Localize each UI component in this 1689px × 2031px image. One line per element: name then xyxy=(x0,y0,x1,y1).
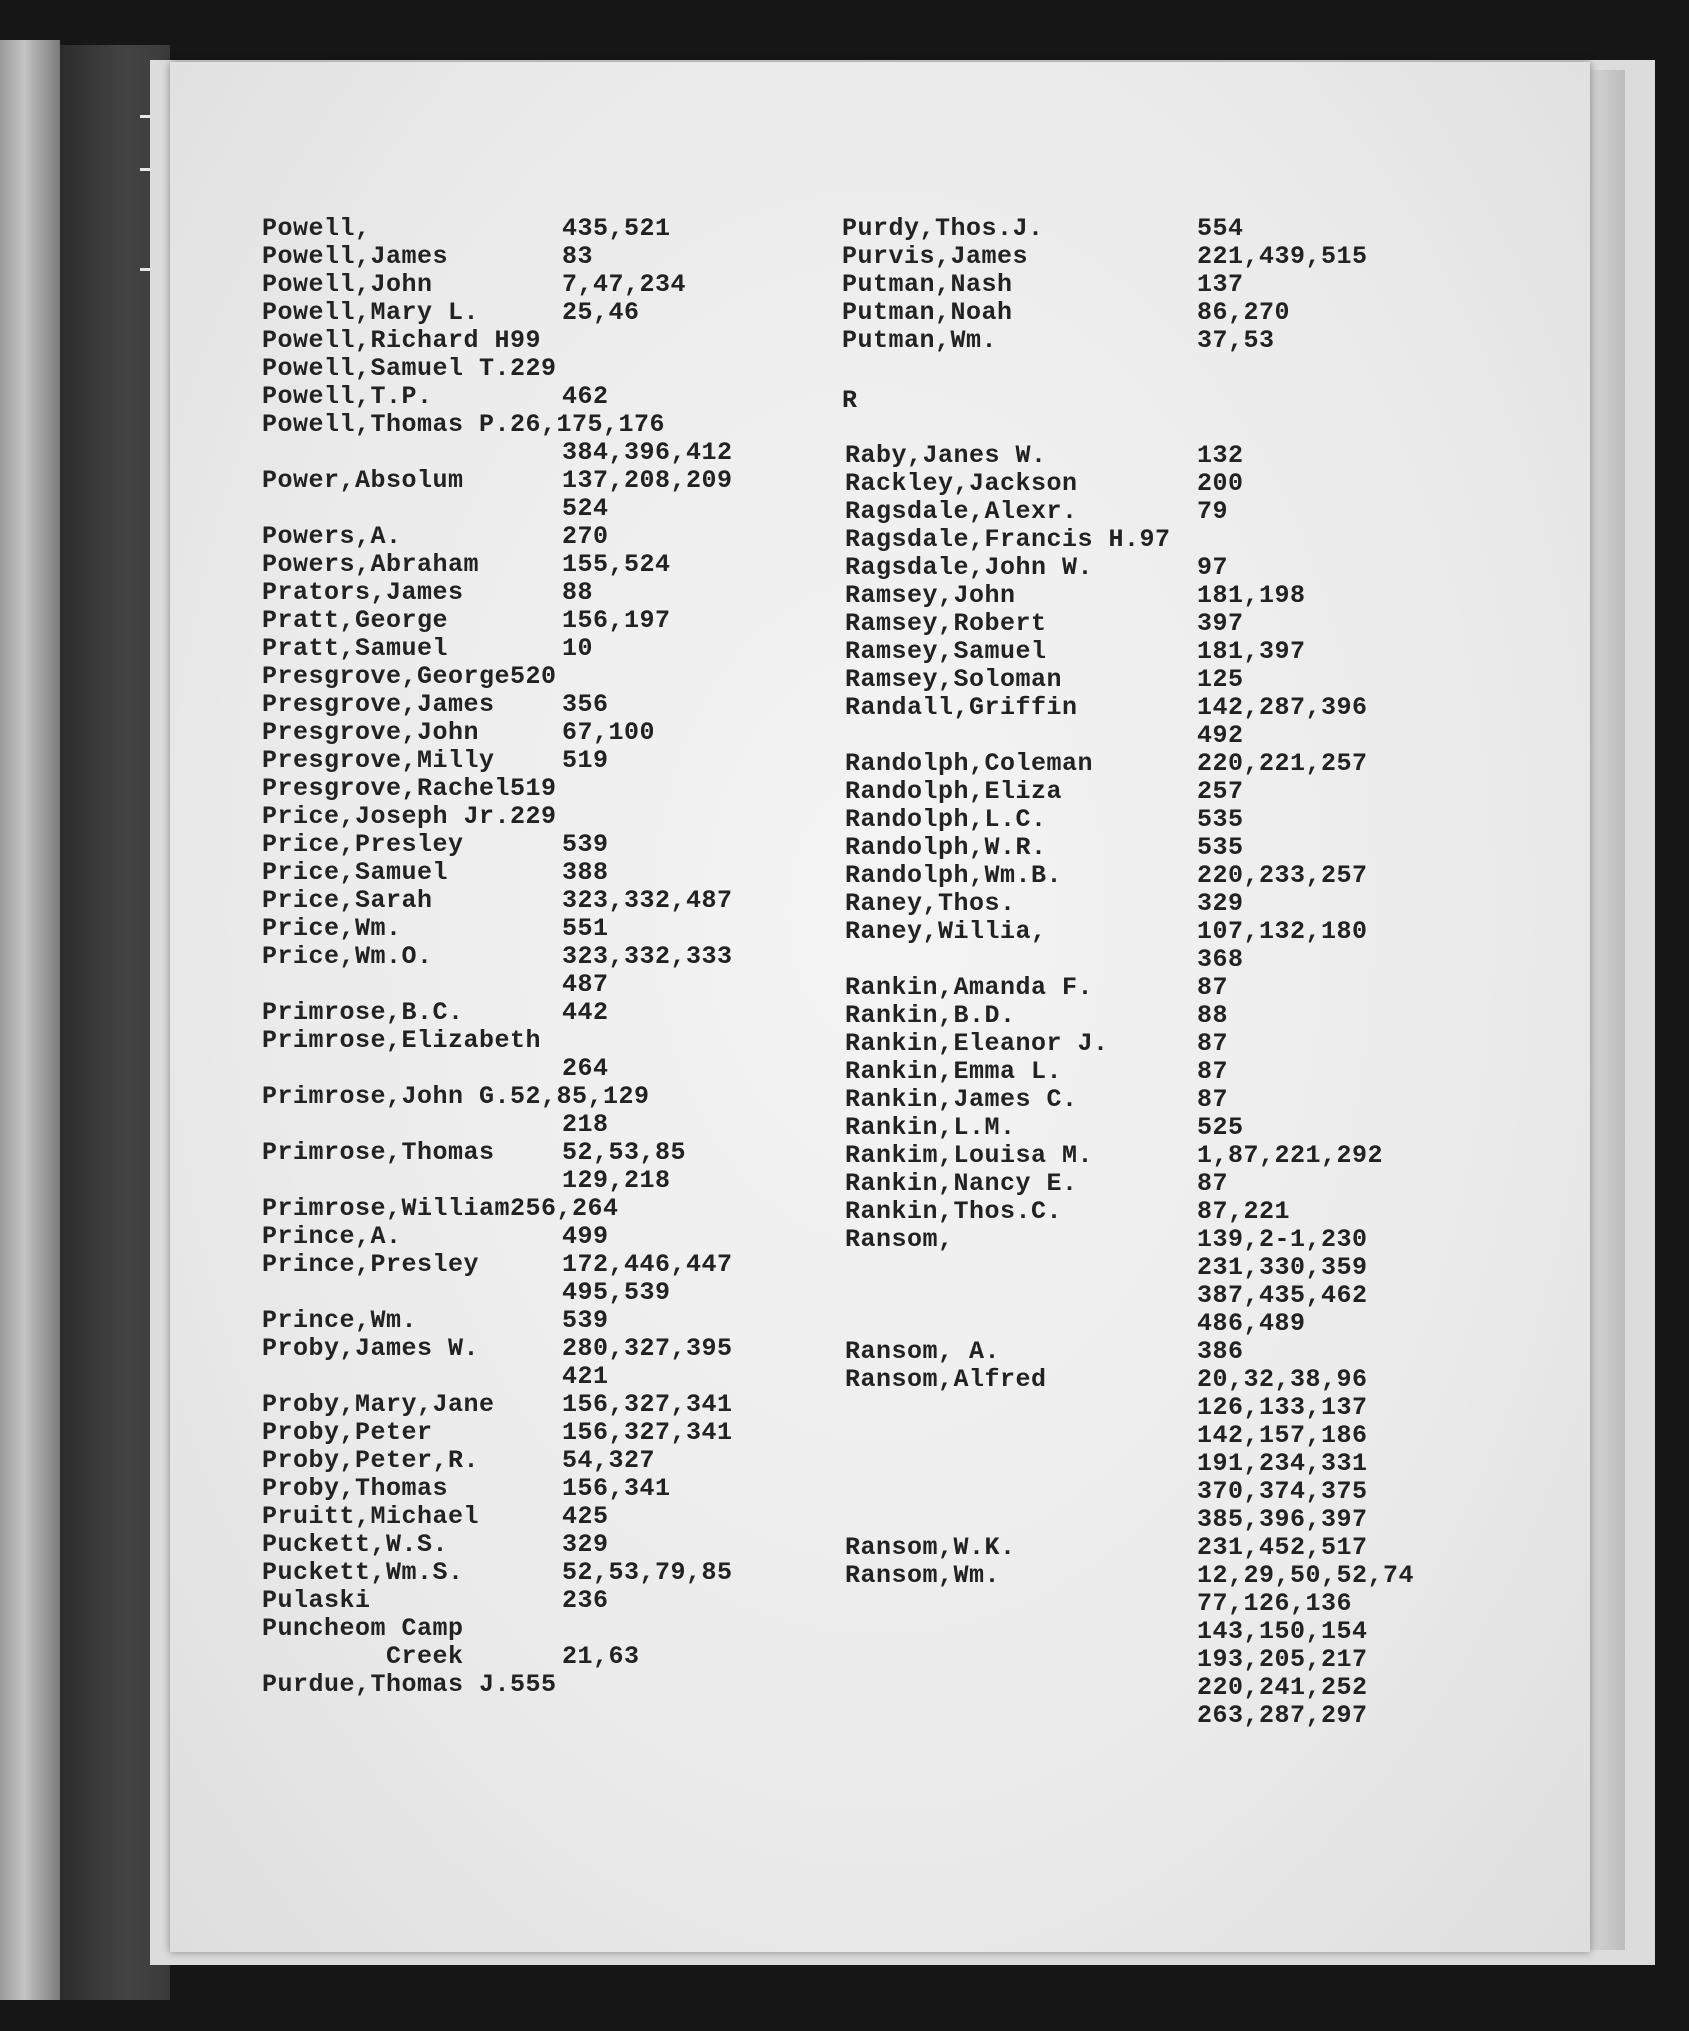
entry-pages: 137,208,209 xyxy=(562,466,733,495)
entry-pages: 87 xyxy=(1197,1085,1229,1114)
entry-pages: 97 xyxy=(1197,553,1229,582)
entry-name: Powell,Richard H99 xyxy=(262,326,542,355)
entry-pages: 12,29,50,52,74 xyxy=(1197,1561,1415,1590)
entry-name: Ramsey,Samuel xyxy=(845,637,1047,666)
entry-name: Purdy,Thos.J. xyxy=(842,214,1044,243)
entry-pages: 79 xyxy=(1197,497,1229,526)
entry-pages: 495,539 xyxy=(562,1278,671,1307)
entry-pages: 257 xyxy=(1197,777,1244,806)
entry-name: Ransom, xyxy=(845,1225,954,1254)
entry-name: Powell,James xyxy=(262,242,449,271)
entry-pages: 231,452,517 xyxy=(1197,1533,1368,1562)
entry-name: Rankin,Emma L. xyxy=(845,1057,1063,1086)
entry-pages: 87 xyxy=(1197,1029,1229,1058)
entry-pages: 181,397 xyxy=(1197,637,1306,666)
entry-name: Rankin,Thos.C. xyxy=(845,1197,1063,1226)
entry-pages: 539 xyxy=(562,1306,609,1335)
entry-pages: 368 xyxy=(1197,945,1244,974)
entry-pages: 329 xyxy=(1197,889,1244,918)
entry-pages: 156,197 xyxy=(562,606,671,635)
entry-pages: 425 xyxy=(562,1502,609,1531)
entry-name: Prators,James xyxy=(262,578,464,607)
entry-name: Puckett,Wm.S. xyxy=(262,1558,464,1587)
entry-pages: 263,287,297 xyxy=(1197,1701,1368,1730)
entry-name: Proby,Mary,Jane xyxy=(262,1390,495,1419)
entry-name: Primrose,William256,264 xyxy=(262,1194,619,1223)
entry-name: Presgrove,George520 xyxy=(262,662,557,691)
entry-name: Rackley,Jackson xyxy=(845,469,1078,498)
entry-name: Randolph,L.C. xyxy=(845,805,1047,834)
entry-pages: 397 xyxy=(1197,609,1244,638)
entry-name: Rankin,Amanda F. xyxy=(845,973,1094,1002)
entry-pages: 156,327,341 xyxy=(562,1418,733,1447)
entry-pages: 384,396,412 xyxy=(562,438,733,467)
entry-name: Price,Wm. xyxy=(262,914,402,943)
entry-name: Randolph,Wm.B. xyxy=(845,861,1063,890)
entry-pages: 156,341 xyxy=(562,1474,671,1503)
entry-pages: 21,63 xyxy=(562,1642,640,1671)
entry-name: Presgrove,Rachel519 xyxy=(262,774,557,803)
entry-pages: 519 xyxy=(562,746,609,775)
entry-pages: 10 xyxy=(562,634,594,663)
adjacent-page-edge xyxy=(0,40,60,2000)
entry-pages: 52,53,85 xyxy=(562,1138,687,1167)
entry-name: Pruitt,Michael xyxy=(262,1502,480,1531)
entry-name: Purvis,James xyxy=(842,242,1029,271)
entry-pages: 231,330,359 xyxy=(1197,1253,1368,1282)
entry-pages: 385,396,397 xyxy=(1197,1505,1368,1534)
entry-name: Creek xyxy=(262,1642,464,1671)
entry-pages: 220,241,252 xyxy=(1197,1673,1368,1702)
entry-pages: 86,270 xyxy=(1197,298,1291,327)
entry-name: Putman,Noah xyxy=(842,298,1013,327)
entry-name: Ramsey,John xyxy=(845,581,1016,610)
entry-name: Powell, xyxy=(262,214,371,243)
entry-pages: 492 xyxy=(1197,721,1244,750)
entry-name: Prince,A. xyxy=(262,1222,402,1251)
entry-name: Putman,Wm. xyxy=(842,326,998,355)
entry-pages: 280,327,395 xyxy=(562,1334,733,1363)
entry-pages: 139,2-1,230 xyxy=(1197,1225,1368,1254)
entry-pages: 486,489 xyxy=(1197,1309,1306,1338)
entry-name: Ramsey,Soloman xyxy=(845,665,1063,694)
entry-pages: 20,32,38,96 xyxy=(1197,1365,1368,1394)
entry-name: Powers,Abraham xyxy=(262,550,480,579)
entry-pages: 554 xyxy=(1197,214,1244,243)
entry-name: Raby,Janes W. xyxy=(845,441,1047,470)
entry-name: Ragsdale,Francis H.97 xyxy=(845,525,1171,554)
entry-name: Ransom,Alfred xyxy=(845,1365,1047,1394)
entry-name: Proby,James W. xyxy=(262,1334,480,1363)
entry-pages: 218 xyxy=(562,1110,609,1139)
entry-pages: 487 xyxy=(562,970,609,999)
entry-pages: 525 xyxy=(1197,1113,1244,1142)
entry-name: Price,Wm.O. xyxy=(262,942,433,971)
entry-name: Prince,Presley xyxy=(262,1250,480,1279)
entry-pages: 442 xyxy=(562,998,609,1027)
entry-name: Presgrove,Milly xyxy=(262,746,495,775)
entry-pages: 370,374,375 xyxy=(1197,1477,1368,1506)
entry-pages: 539 xyxy=(562,830,609,859)
entry-pages: 54,327 xyxy=(562,1446,656,1475)
entry-name: Ransom, A. xyxy=(845,1337,1001,1366)
entry-pages: 535 xyxy=(1197,833,1244,862)
entry-pages: 462 xyxy=(562,382,609,411)
entry-pages: 220,221,257 xyxy=(1197,749,1368,778)
entry-pages: 387,435,462 xyxy=(1197,1281,1368,1310)
entry-name: Puckett,W.S. xyxy=(262,1530,449,1559)
entry-name: Randolph,W.R. xyxy=(845,833,1047,862)
entry-name: Price,Presley xyxy=(262,830,464,859)
entry-name: Putman,Nash xyxy=(842,270,1013,299)
entry-pages: 551 xyxy=(562,914,609,943)
entry-name: Primrose,Elizabeth xyxy=(262,1026,542,1055)
entry-pages: 386 xyxy=(1197,1337,1244,1366)
entry-pages: 52,53,79,85 xyxy=(562,1558,733,1587)
entry-name: Proby,Peter xyxy=(262,1418,433,1447)
entry-name: Rankin,James C. xyxy=(845,1085,1078,1114)
entry-name: Presgrove,John xyxy=(262,718,480,747)
entry-name: Price,Sarah xyxy=(262,886,433,915)
entry-pages: 77,126,136 xyxy=(1197,1589,1353,1618)
entry-name: Pulaski xyxy=(262,1586,371,1615)
entry-pages: 156,327,341 xyxy=(562,1390,733,1419)
entry-name: Price,Joseph Jr.229 xyxy=(262,802,557,831)
entry-name: Powers,A. xyxy=(262,522,402,551)
entry-pages: 88 xyxy=(562,578,594,607)
entry-pages: 67,100 xyxy=(562,718,656,747)
entry-name: Rankin,B.D. xyxy=(845,1001,1016,1030)
entry-name: Randolph,Eliza xyxy=(845,777,1063,806)
entry-pages: 535 xyxy=(1197,805,1244,834)
entry-name: Pratt,George xyxy=(262,606,449,635)
entry-pages: 7,47,234 xyxy=(562,270,687,299)
entry-pages: 126,133,137 xyxy=(1197,1393,1368,1422)
entry-pages: 220,233,257 xyxy=(1197,861,1368,890)
entry-pages: 435,521 xyxy=(562,214,671,243)
entry-pages: 221,439,515 xyxy=(1197,242,1368,271)
entry-name: Raney,Willia, xyxy=(845,917,1047,946)
entry-pages: 236 xyxy=(562,1586,609,1615)
entry-pages: 421 xyxy=(562,1362,609,1391)
entry-pages: 88 xyxy=(1197,1001,1229,1030)
entry-pages: 499 xyxy=(562,1222,609,1251)
entry-pages: 1,87,221,292 xyxy=(1197,1141,1384,1170)
entry-pages: 87 xyxy=(1197,1169,1229,1198)
entry-pages: 323,332,487 xyxy=(562,886,733,915)
entry-name: Purdue,Thomas J.555 xyxy=(262,1670,557,1699)
entry-pages: 25,46 xyxy=(562,298,640,327)
entry-pages: 193,205,217 xyxy=(1197,1645,1368,1674)
entry-name: Primrose,B.C. xyxy=(262,998,464,1027)
entry-pages: 356 xyxy=(562,690,609,719)
entry-pages: 191,234,331 xyxy=(1197,1449,1368,1478)
entry-name: Prince,Wm. xyxy=(262,1306,418,1335)
entry-name: Powell,Mary L. xyxy=(262,298,480,327)
entry-name: Ramsey,Robert xyxy=(845,609,1047,638)
entry-pages: 129,218 xyxy=(562,1166,671,1195)
entry-pages: 270 xyxy=(562,522,609,551)
entry-name: Puncheom Camp xyxy=(262,1614,464,1643)
entry-pages: 87,221 xyxy=(1197,1197,1291,1226)
entry-name: Rankin,Eleanor J. xyxy=(845,1029,1109,1058)
entry-name: Powell,John xyxy=(262,270,433,299)
entry-pages: 329 xyxy=(562,1530,609,1559)
entry-name: Powell,Thomas P.26,175,176 xyxy=(262,410,666,439)
entry-name: Randall,Griffin xyxy=(845,693,1078,722)
entry-pages: 142,157,186 xyxy=(1197,1421,1368,1450)
entry-name: Power,Absolum xyxy=(262,466,464,495)
entry-pages: 107,132,180 xyxy=(1197,917,1368,946)
entry-name: Proby,Peter,R. xyxy=(262,1446,480,1475)
entry-name: Rankin,L.M. xyxy=(845,1113,1016,1142)
entry-pages: 143,150,154 xyxy=(1197,1617,1368,1646)
entry-pages: 83 xyxy=(562,242,594,271)
entry-pages: 172,446,447 xyxy=(562,1250,733,1279)
entry-name: Primrose,Thomas xyxy=(262,1138,495,1167)
entry-name: Rankim,Louisa M. xyxy=(845,1141,1094,1170)
entry-pages: 388 xyxy=(562,858,609,887)
entry-pages: 132 xyxy=(1197,441,1244,470)
entry-name: Rankin,Nancy E. xyxy=(845,1169,1078,1198)
entry-name: Pratt,Samuel xyxy=(262,634,449,663)
entry-pages: 37,53 xyxy=(1197,326,1275,355)
entry-name: Raney,Thos. xyxy=(845,889,1016,918)
entry-pages: 264 xyxy=(562,1054,609,1083)
entry-pages: 181,198 xyxy=(1197,581,1306,610)
entry-name: Ransom,W.K. xyxy=(845,1533,1016,1562)
entry-name: Primrose,John G.52,85,129 xyxy=(262,1082,650,1111)
entry-pages: 524 xyxy=(562,494,609,523)
entry-name: Presgrove,James xyxy=(262,690,495,719)
entry-name: Randolph,Coleman xyxy=(845,749,1094,778)
entry-pages: 87 xyxy=(1197,973,1229,1002)
entry-name: Powell,T.P. xyxy=(262,382,433,411)
section-letter-r: R xyxy=(842,386,858,415)
entry-pages: 125 xyxy=(1197,665,1244,694)
entry-name: Ragsdale,John W. xyxy=(845,553,1094,582)
entry-pages: 200 xyxy=(1197,469,1244,498)
entry-pages: 155,524 xyxy=(562,550,671,579)
entry-name: Proby,Thomas xyxy=(262,1474,449,1503)
entry-pages: 87 xyxy=(1197,1057,1229,1086)
entry-pages: 323,332,333 xyxy=(562,942,733,971)
entry-name: Ransom,Wm. xyxy=(845,1561,1001,1590)
entry-name: Price,Samuel xyxy=(262,858,449,887)
entry-pages: 137 xyxy=(1197,270,1244,299)
entry-name: Powell,Samuel T.229 xyxy=(262,354,557,383)
entry-pages: 142,287,396 xyxy=(1197,693,1368,722)
entry-name: Ragsdale,Alexr. xyxy=(845,497,1078,526)
